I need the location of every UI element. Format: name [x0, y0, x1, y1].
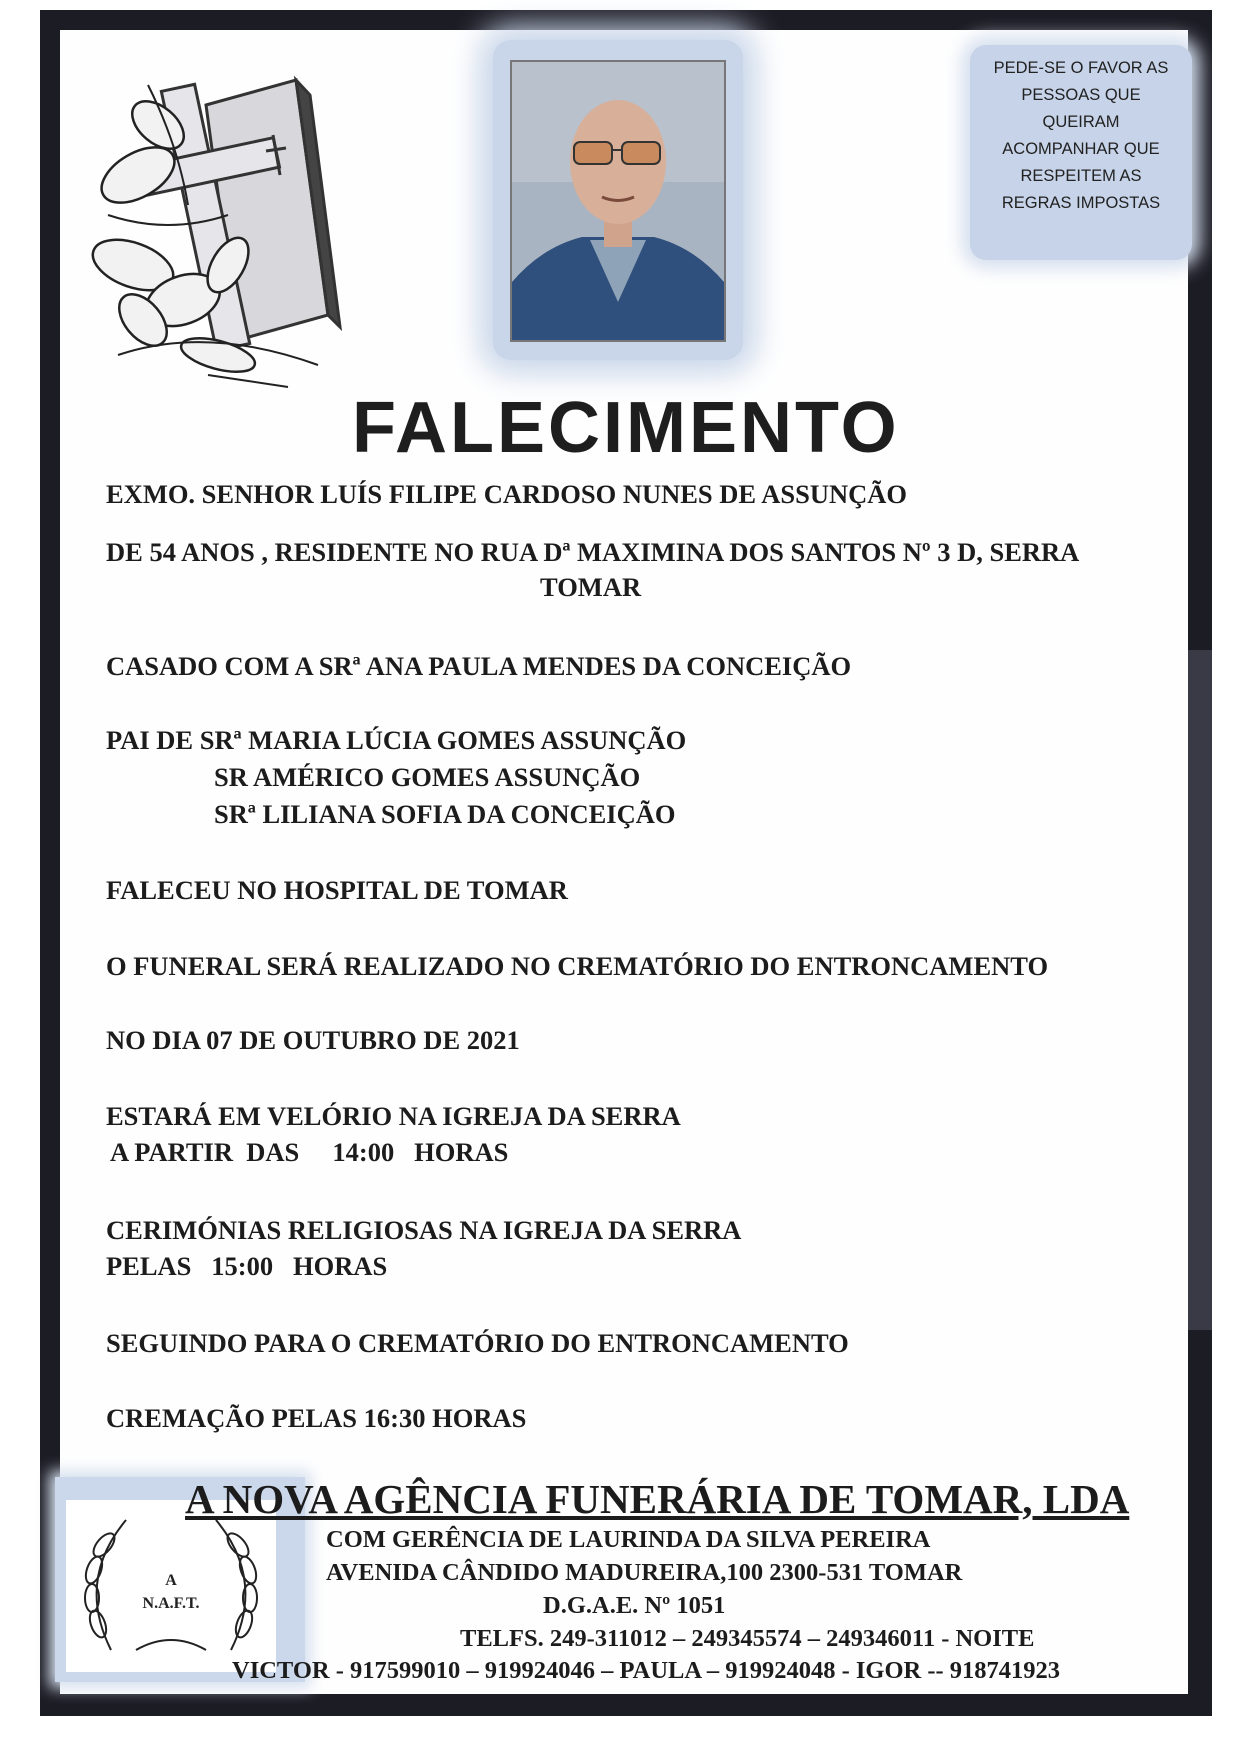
notice-line: PEDE-SE O FAVOR AS	[993, 59, 1169, 77]
page-title: FALECIMENTO	[352, 388, 900, 468]
ceremony-time: PELAS 15:00 HORAS	[106, 1251, 388, 1281]
portrait-photo	[510, 60, 726, 342]
deceased-name: EXMO. SENHOR LUÍS FILIPE CARDOSO NUNES DE ASSUNÇÃO	[106, 479, 908, 509]
covid-notice	[975, 55, 1187, 230]
residence-line: DE 54 ANOS , RESIDENTE NO RUA Dª MAXIMINA DOS SANTOS Nº 3 D, SERRA	[106, 537, 1080, 567]
children-line: SRª LILIANA SOFIA DA CONCEIÇÃO	[214, 799, 676, 829]
death-place: FALECEU NO HOSPITAL DE TOMAR	[106, 875, 568, 905]
person-portrait-icon	[512, 62, 724, 340]
cremation-line: CREMAÇÃO PELAS 16:30 HORAS	[106, 1403, 527, 1433]
wake-time: A PARTIR DAS 14:00 HORAS	[110, 1137, 509, 1167]
agency-license: D.G.A.E. Nº 1051	[543, 1592, 726, 1619]
laurel-wreath-icon	[66, 1500, 276, 1672]
ceremony-line: CERIMÓNIAS RELIGIOSAS NA IGREJA DA SERRA	[106, 1215, 742, 1245]
logo-text: N.A.F.T.	[142, 1595, 200, 1612]
notice-line: QUEIRAM	[1042, 113, 1120, 131]
agency-night-phones: VICTOR - 917599010 – 919924046 – PAULA – 919924048 - IGOR -- 918741923	[232, 1657, 1061, 1684]
notice-line: REGRAS IMPOSTAS	[1001, 194, 1161, 212]
wake-line: ESTARÁ EM VELÓRIO NA IGREJA DA SERRA	[106, 1101, 681, 1131]
agency-address: AVENIDA CÂNDIDO MADUREIRA,100 2300-531 TOMAR	[326, 1559, 963, 1586]
agency-name: A NOVA AGÊNCIA FUNERÁRIA DE TOMAR, LDA	[185, 1476, 1130, 1522]
spouse-line: CASADO COM A SRª ANA PAULA MENDES DA CONCEIÇÃO	[106, 651, 852, 681]
procession-line: SEGUINDO PARA O CREMATÓRIO DO ENTRONCAMENTO	[106, 1328, 849, 1358]
children-line: PAI DE SRª MARIA LÚCIA GOMES ASSUNÇÃO	[106, 725, 687, 755]
funeral-line: O FUNERAL SERÁ REALIZADO NO CREMATÓRIO DO ENTRONCAMENTO	[106, 951, 1049, 981]
agency-management: COM GERÊNCIA DE LAURINDA DA SILVA PEREIRA	[326, 1526, 931, 1553]
residence-town: TOMAR	[540, 572, 642, 602]
agency-logo	[66, 1500, 276, 1672]
logo-letter: A	[165, 1572, 177, 1589]
notice-line: RESPEITEM AS	[1020, 167, 1142, 185]
notice-line: PESSOAS QUE	[1021, 86, 1141, 104]
agency-phones: TELFS. 249-311012 – 249345574 – 249346011 - NOITE	[460, 1625, 1035, 1652]
cross-lilies-icon	[88, 65, 373, 395]
children-line: SR AMÉRICO GOMES ASSUNÇÃO	[214, 762, 641, 792]
notice-line: ACOMPANHAR QUE	[1002, 140, 1160, 158]
funeral-date: NO DIA 07 DE OUTUBRO DE 2021	[106, 1025, 520, 1055]
